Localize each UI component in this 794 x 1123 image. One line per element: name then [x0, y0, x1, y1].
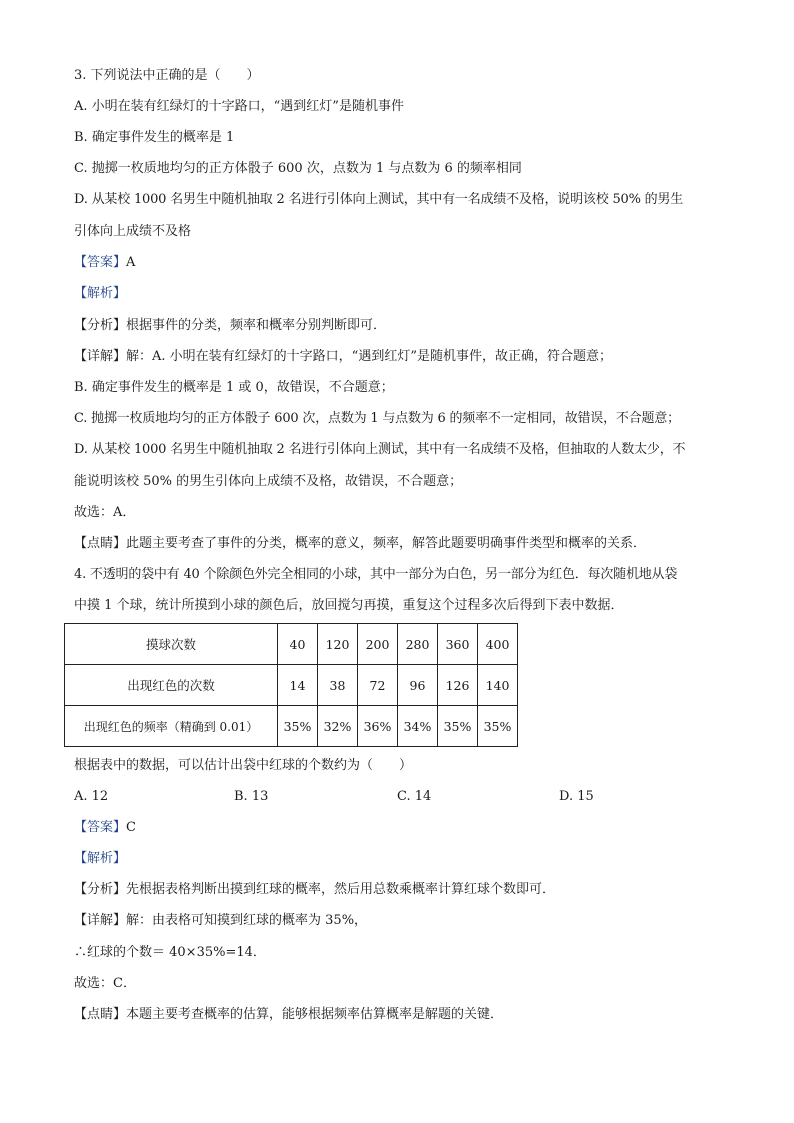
table-row [65, 624, 518, 665]
answer-tag: 【答案】 [74, 820, 127, 835]
frequency-table [64, 623, 518, 747]
table-cell: 36% [358, 706, 398, 747]
q3-answer-line [74, 255, 135, 271]
table-cell: 140 [478, 665, 518, 706]
table-cell: 40 [278, 624, 318, 665]
table-cell: 280 [398, 624, 438, 665]
dianjing-tag: 【点睛】 [74, 536, 127, 551]
table-cell: 35% [278, 706, 318, 747]
q3-option-d-line2: 引体向上成绩不及格 [74, 224, 192, 239]
q4-jiexi-line [74, 851, 126, 867]
jiexi-tag: 【解析】 [74, 286, 127, 301]
table-cell: 126 [438, 665, 478, 706]
q3-jiexi-line [74, 286, 126, 302]
q4-option-d: D. 15 [559, 789, 594, 804]
table-row [65, 665, 518, 706]
q4-stem-line1: 4. 不透明的袋中有 40 个除颜色外完全相同的小球，其中一部分为白色，另一部分为红色．每次随机地从袋 [74, 567, 678, 582]
q4-answer-line [74, 820, 136, 836]
answer-tag: 【答案】 [74, 255, 127, 270]
row-label: 摸球次数 [65, 624, 278, 665]
table-cell: 120 [318, 624, 358, 665]
xiangjie-text: 解：A. 小明在装有红绿灯的十字路口，“遇到红灯”是随机事件，故正确，符合题意； [126, 349, 612, 364]
q4-option-a: A. 12 [74, 789, 109, 804]
q3-fenxi-line [74, 318, 386, 334]
q4-question: 根据表中的数据，可以估计出袋中红球的个数约为（ ） [74, 758, 413, 773]
q3-dianjing-line [74, 536, 646, 552]
q3-choose: 故选：A． [74, 505, 136, 520]
q4-option-c: C. 14 [397, 789, 432, 804]
q4-xiangjie-line [74, 913, 367, 929]
table-cell: 200 [358, 624, 398, 665]
q3-xiangjie-line [74, 349, 612, 365]
table-row [65, 706, 518, 747]
fenxi-tag: 【分析】 [74, 318, 127, 333]
jiexi-tag: 【解析】 [74, 851, 127, 866]
answer-value: C [126, 820, 136, 835]
table-cell: 32% [318, 706, 358, 747]
q4-calculation: ∴红球的个数＝ 40×35%=14． [74, 945, 266, 960]
table-cell: 360 [438, 624, 478, 665]
q4-choose: 故选：C． [74, 976, 136, 991]
row-label: 出现红色的次数 [65, 665, 278, 706]
q4-fenxi-line [74, 882, 555, 898]
table-cell: 14 [278, 665, 318, 706]
q3-option-d-line1: D. 从某校 1000 名男生中随机抽取 2 名进行引体向上测试，其中有一名成绩不及格，说明该校 50% 的男生 [74, 192, 684, 207]
q4-stem-line2: 中摸 1 个球，统计所摸到小球的颜色后，放回搅匀再摸，重复这个过程多次后得到下表中数据． [74, 598, 624, 613]
xiangjie-tag: 【详解】 [74, 913, 127, 928]
q3-option-b: B. 确定事件发生的概率是 1 [74, 130, 235, 145]
q3-solution-d-line1: D. 从某校 1000 名男生中随机抽取 2 名进行引体向上测试，其中有一名成绩不及格，但抽取的人数太少，不 [74, 442, 686, 457]
xiangjie-text: 解：由表格可知摸到红球的概率为 35%， [126, 913, 368, 928]
q3-stem: 3. 下列说法中正确的是（ ） [74, 68, 260, 83]
table-cell: 35% [478, 706, 518, 747]
answer-value: A [126, 255, 136, 270]
table-cell: 96 [398, 665, 438, 706]
q3-option-a: A. 小明在装有红绿灯的十字路口，“遇到红灯”是随机事件 [74, 99, 404, 114]
table-cell: 400 [478, 624, 518, 665]
q4-dianjing-line [74, 1007, 503, 1023]
q3-option-c: C. 抛掷一枚质地均匀的正方体骰子 600 次，点数为 1 与点数为 6 的频率相同 [74, 161, 522, 176]
dianjing-tag: 【点睛】 [74, 1007, 127, 1022]
q3-solution-d-line2: 能说明该校 50% 的男生引体向上成绩不及格，故错误，不合题意； [74, 474, 463, 489]
fenxi-text: 先根据表格判断出摸到红球的概率，然后用总数乘概率计算红球个数即可． [126, 882, 556, 897]
table-cell: 72 [358, 665, 398, 706]
xiangjie-tag: 【详解】 [74, 349, 127, 364]
row-label: 出现红色的频率（精确到 0.01） [65, 706, 278, 747]
dianjing-text: 本题主要考查概率的估算，能够根据频率估算概率是解题的关键． [126, 1007, 504, 1022]
q3-solution-b: B. 确定事件发生的概率是 1 或 0，故错误，不合题意； [74, 380, 394, 395]
table-cell: 34% [398, 706, 438, 747]
fenxi-tag: 【分析】 [74, 882, 127, 897]
dianjing-text: 此题主要考查了事件的分类，概率的意义，频率，解答此题要明确事件类型和概率的关系． [126, 536, 647, 551]
table-cell: 38 [318, 665, 358, 706]
table-cell: 35% [438, 706, 478, 747]
q4-option-b: B. 13 [234, 789, 269, 804]
q3-solution-c: C. 抛掷一枚质地均匀的正方体骰子 600 次，点数为 1 与点数为 6 的频率不一定相同，故错误，不合题意； [74, 411, 680, 426]
fenxi-text: 根据事件的分类，频率和概率分别判断即可． [126, 318, 387, 333]
